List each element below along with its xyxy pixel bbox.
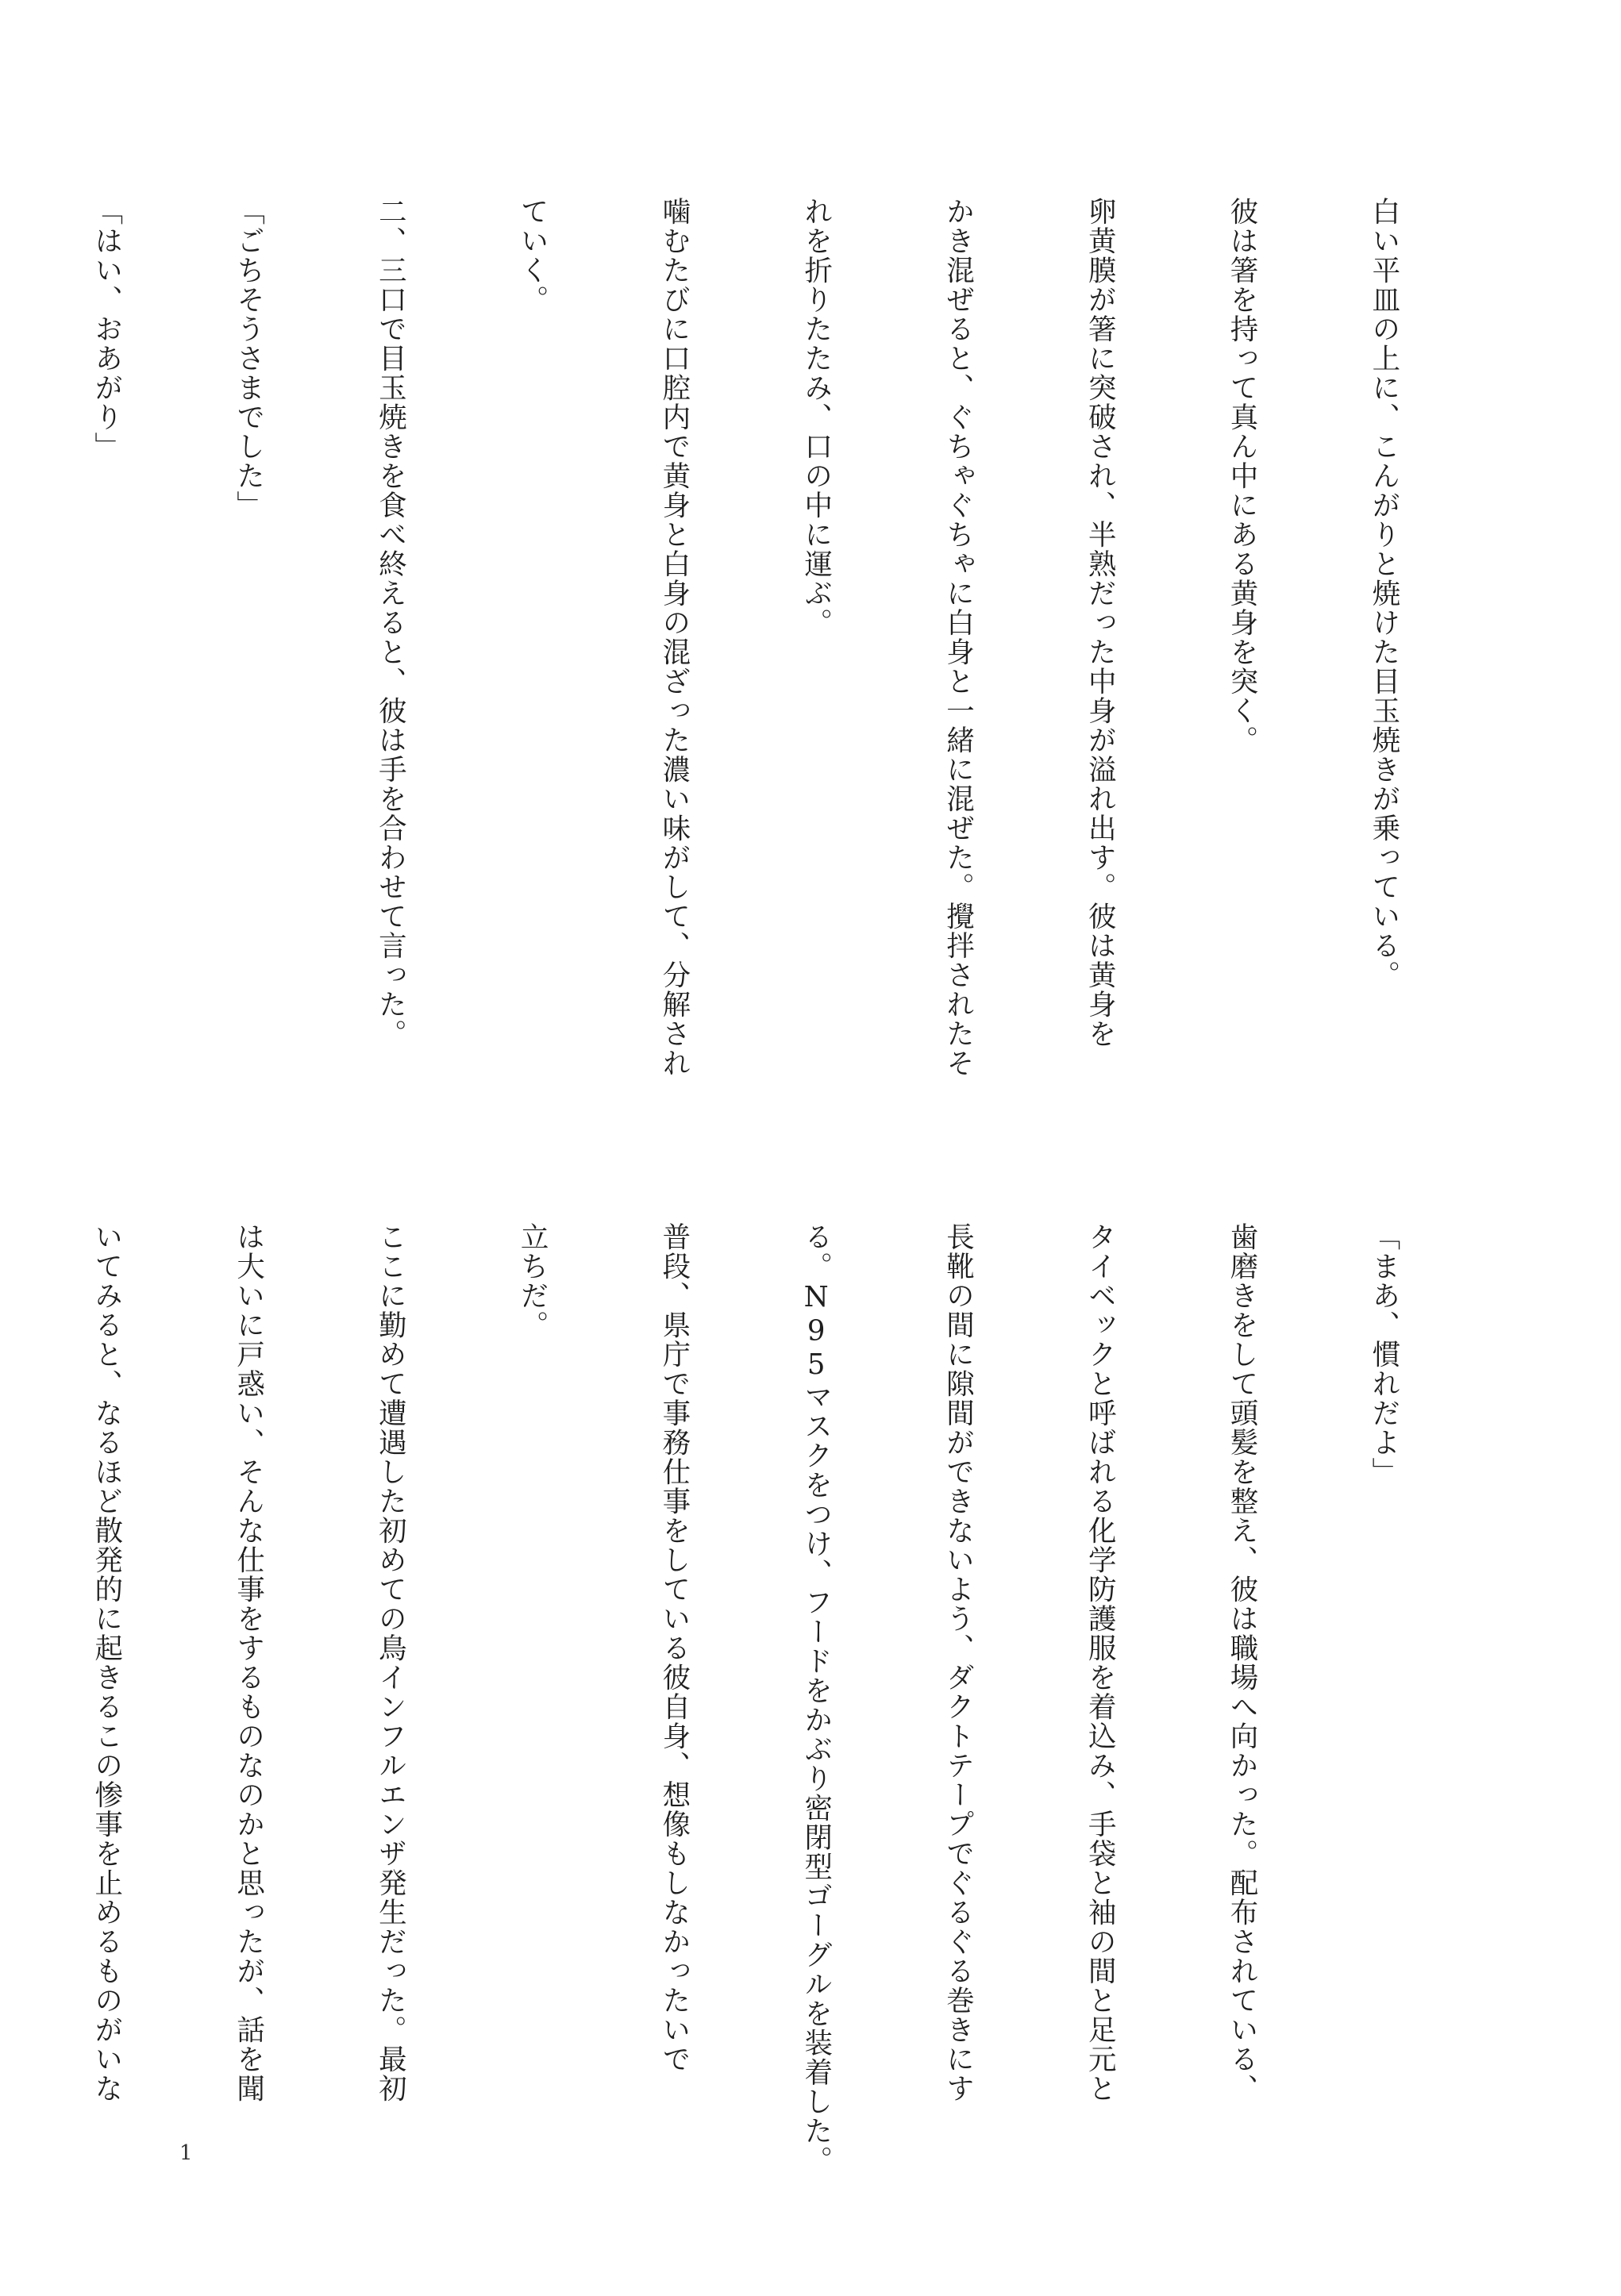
dialogue-line: 「まあ、慣れだよ」 bbox=[1367, 1222, 1400, 1486]
text-line: ここに勤めて遭遇した初めての鳥インフルエンザ発生だった。最初 bbox=[374, 1222, 407, 2103]
text-line: 卵黄膜が箸に突破され、半熟だった中身が溢れ出す。彼は黄身を bbox=[1084, 197, 1117, 1048]
text-line: ていく。 bbox=[516, 197, 549, 314]
text-line: 長靴の間に隙間ができないよう、ダクトテープでぐるぐる巻きにす bbox=[941, 1222, 975, 2103]
page-number: 1 bbox=[179, 2141, 193, 2165]
text-line: 白い平皿の上に、こんがりと焼けた目玉焼きが乗っている。 bbox=[1367, 197, 1400, 990]
text-line: 歯磨きをして頭髪を整え、彼は職場へ向かった。配布されている、 bbox=[1226, 1222, 1259, 2103]
upper-text-block bbox=[0, 197, 1502, 1229]
text-line: 普段、県庁で事務仕事をしている彼自身、想像もしなかったいで bbox=[657, 1222, 691, 2074]
text-line: は大いに戸惑い、そんな仕事をするものなのかと思ったが、話を聞 bbox=[232, 1222, 265, 2103]
text-line: 彼は箸を持って真ん中にある黄身を突く。 bbox=[1226, 197, 1259, 755]
dialogue-line: 「はい、おあがり」 bbox=[90, 197, 123, 461]
text-line: れを折りたたみ、口の中に運ぶ。 bbox=[799, 197, 833, 637]
text-line: かき混ぜると、ぐちゃぐちゃに白身と一緒に混ぜた。攪拌されたそ bbox=[941, 197, 975, 1078]
text-line: 二、三口で目玉焼きを食べ終えると、彼は手を合わせて言った。 bbox=[374, 197, 407, 1048]
text-line: 噛むたびに口腔内で黄身と白身の混ざった濃い味がして、分解され bbox=[657, 197, 691, 1078]
text-line: 立ちだ。 bbox=[516, 1222, 549, 1340]
text-line: タイベックと呼ばれる化学防護服を着込み、手袋と袖の間と足元と bbox=[1084, 1222, 1117, 2103]
text-line: る。N95マスクをつけ、フードをかぶり密閉型ゴーグルを装着した。 bbox=[799, 1222, 833, 2175]
text-line: いてみると、なるほど散発的に起きるこの惨事を止めるものがいな bbox=[90, 1222, 123, 2103]
dialogue-line: 「ごちそうさまでした」 bbox=[232, 197, 265, 520]
lower-text-block bbox=[0, 1222, 1502, 2175]
